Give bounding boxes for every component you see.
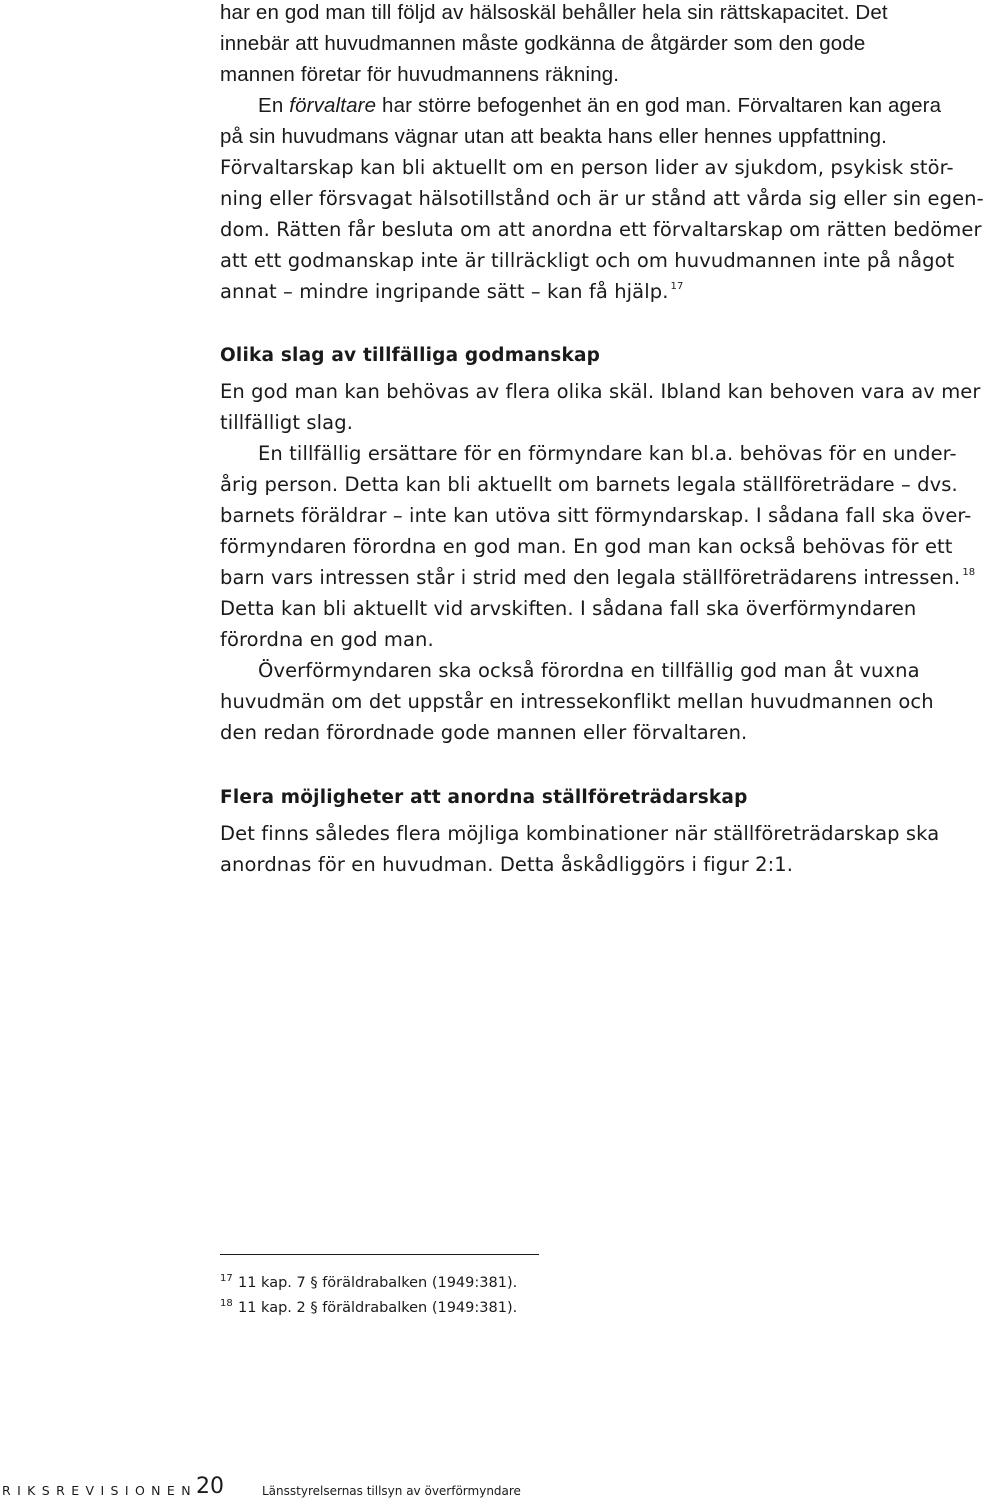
section-heading: Flera möjligheter att anordna ställföreträdarskap bbox=[220, 787, 748, 808]
footnote-number: 17 bbox=[220, 1273, 233, 1284]
document-title: Länsstyrelsernas tillsyn av överförmyndare bbox=[262, 1484, 521, 1498]
footnote bbox=[220, 1269, 517, 1293]
body-line: förmyndaren förordna en god man. En god man kan också behövas för ett bbox=[220, 535, 953, 558]
footnote-text: 11 kap. 2 § föräldrabalken (1949:381). bbox=[238, 1300, 518, 1316]
footnote-ref[interactable]: 17 bbox=[670, 281, 684, 292]
footnote-text: 11 kap. 7 § föräldrabalken (1949:381). bbox=[238, 1275, 518, 1291]
footnote-rule bbox=[220, 1254, 539, 1255]
body-line: Det finns således flera möjliga kombinationer när ställföreträdarskap ska bbox=[220, 822, 940, 845]
body-line: Detta kan bli aktuellt vid arvskiften. I sådana fall ska överförmyndaren bbox=[220, 597, 917, 620]
body-line: tillfälligt slag. bbox=[220, 411, 353, 434]
footnote-ref[interactable]: 18 bbox=[962, 567, 976, 578]
body-line: den redan förordnade gode mannen eller förvaltaren. bbox=[220, 721, 748, 744]
text-run: barn vars intressen står i strid med den legala ställföreträdarens intressen. bbox=[220, 566, 961, 589]
footnote bbox=[220, 1294, 517, 1318]
body-line: huvudmän om det uppstår en intressekonflikt mellan huvudmannen och bbox=[220, 690, 934, 713]
section-heading: Olika slag av tillfälliga godmanskap bbox=[220, 345, 601, 366]
body-line: barnets föräldrar – inte kan utöva sitt förmyndarskap. I sådana fall ska över- bbox=[220, 504, 972, 527]
body-line: förordna en god man. bbox=[220, 628, 434, 651]
footnote-number: 18 bbox=[220, 1298, 233, 1309]
body-line bbox=[258, 90, 941, 121]
body-line: En god man kan behövas av flera olika skäl. Ibland kan behoven vara av mer bbox=[220, 380, 981, 403]
body-line: Förvaltarskap kan bli aktuellt om en person lider av sjukdom, psykisk stör- bbox=[220, 156, 954, 179]
text-run: En bbox=[258, 94, 290, 117]
defined-term: förvaltare bbox=[289, 94, 377, 117]
body-line: att ett godmanskap inte är tillräckligt och om huvudmannen inte på något bbox=[220, 249, 955, 272]
body-line: har en god man till följd av hälsoskäl behåller hela sin rättskapacitet. Det bbox=[220, 1, 888, 24]
body-line: innebär att huvudmannen måste godkänna de åtgärder som den gode bbox=[220, 32, 866, 55]
text-run: annat – mindre ingripande sätt – kan få hjälp. bbox=[220, 280, 669, 303]
body-line: ning eller försvagat hälsotillstånd och är ur stånd att vårda sig eller sin egen- bbox=[220, 187, 984, 210]
body-line: mannen företar för huvudmannens räkning. bbox=[220, 63, 620, 86]
body-line: Överförmyndaren ska också förordna en tillfällig god man åt vuxna bbox=[258, 659, 920, 682]
body-line: dom. Rätten får besluta om att anordna ett förvaltarskap om rätten bedömer bbox=[220, 218, 982, 241]
publisher-name: RIKSREVISIONEN bbox=[2, 1483, 197, 1498]
page-number: 20 bbox=[196, 1474, 224, 1499]
body-line: på sin huvudmans vägnar utan att beakta hans eller hennes uppfattning. bbox=[220, 125, 887, 148]
body-line: årig person. Detta kan bli aktuellt om barnets legala ställföreträdare – dvs. bbox=[220, 473, 958, 496]
body-line: anordnas för en huvudman. Detta åskådliggörs i figur 2:1. bbox=[220, 853, 794, 876]
body-line: En tillfällig ersättare för en förmyndare kan bl.a. behövas för en under- bbox=[258, 442, 957, 465]
body-line bbox=[220, 276, 683, 307]
text-run: har större befogenhet än en god man. Förvaltaren kan agera bbox=[376, 94, 942, 117]
body-line bbox=[220, 562, 975, 593]
